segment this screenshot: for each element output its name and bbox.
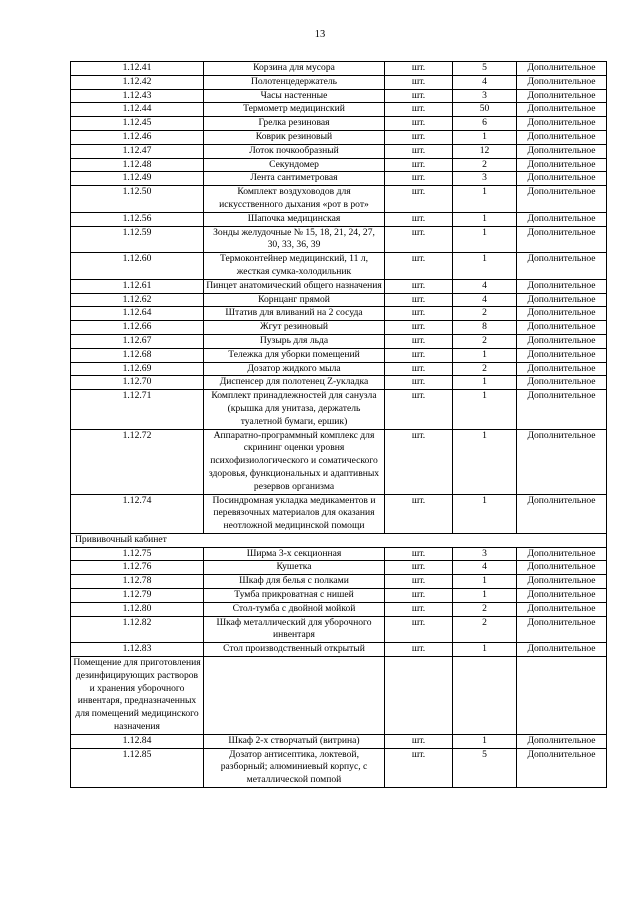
item-category: Дополнительное — [517, 307, 607, 321]
item-code: 1.12.44 — [71, 103, 204, 117]
item-code: 1.12.84 — [71, 734, 204, 748]
table-row — [71, 130, 607, 144]
item-category: Дополнительное — [517, 103, 607, 117]
item-name: Ширма 3-х секционная — [204, 547, 385, 561]
item-name: Термоконтейнер медицинский, 11 л, жесткая сумка-холодильник — [204, 253, 385, 280]
item-name: Термометр медицинский — [204, 103, 385, 117]
table-row — [71, 616, 607, 643]
item-code: 1.12.68 — [71, 348, 204, 362]
table-row — [71, 226, 607, 253]
item-code: 1.12.80 — [71, 602, 204, 616]
table-row — [71, 748, 607, 787]
item-unit: шт. — [385, 748, 453, 787]
item-name: Стол производственный открытый — [204, 643, 385, 657]
item-category: Дополнительное — [517, 253, 607, 280]
item-quantity: 12 — [453, 144, 517, 158]
item-code: 1.12.45 — [71, 117, 204, 131]
item-quantity: 1 — [453, 130, 517, 144]
table-row — [71, 172, 607, 186]
item-category: Дополнительное — [517, 75, 607, 89]
item-code: 1.12.42 — [71, 75, 204, 89]
item-code: 1.12.66 — [71, 321, 204, 335]
item-unit: шт. — [385, 362, 453, 376]
table-row — [71, 547, 607, 561]
item-name: Коврик резиновый — [204, 130, 385, 144]
item-unit: шт. — [385, 334, 453, 348]
item-name: Комплект воздуховодов для искусственного дыхания «рот в рот» — [204, 186, 385, 213]
item-category: Дополнительное — [517, 212, 607, 226]
empty-cell — [385, 657, 453, 735]
table-row — [71, 494, 607, 533]
table-row — [71, 561, 607, 575]
item-unit: шт. — [385, 643, 453, 657]
item-name: Диспенсер для полотенец Z-укладка — [204, 376, 385, 390]
item-code: 1.12.48 — [71, 158, 204, 172]
item-category: Дополнительное — [517, 279, 607, 293]
item-unit: шт. — [385, 89, 453, 103]
item-code: 1.12.82 — [71, 616, 204, 643]
item-category: Дополнительное — [517, 494, 607, 533]
item-name: Тумба прикроватная с нишей — [204, 589, 385, 603]
equipment-table — [70, 61, 607, 788]
table-row — [71, 575, 607, 589]
table-row — [71, 253, 607, 280]
item-unit: шт. — [385, 494, 453, 533]
item-category: Дополнительное — [517, 321, 607, 335]
item-code: 1.12.83 — [71, 643, 204, 657]
item-code: 1.12.74 — [71, 494, 204, 533]
item-quantity: 5 — [453, 748, 517, 787]
item-name: Лента сантиметровая — [204, 172, 385, 186]
item-code: 1.12.49 — [71, 172, 204, 186]
item-name: Секундомер — [204, 158, 385, 172]
item-category: Дополнительное — [517, 547, 607, 561]
table-row — [71, 321, 607, 335]
item-category: Дополнительное — [517, 734, 607, 748]
item-quantity: 4 — [453, 75, 517, 89]
item-category: Дополнительное — [517, 376, 607, 390]
item-quantity: 8 — [453, 321, 517, 335]
item-unit: шт. — [385, 734, 453, 748]
item-unit: шт. — [385, 575, 453, 589]
item-quantity: 1 — [453, 212, 517, 226]
item-code: 1.12.61 — [71, 279, 204, 293]
item-unit: шт. — [385, 103, 453, 117]
item-category: Дополнительное — [517, 130, 607, 144]
item-category: Дополнительное — [517, 362, 607, 376]
table-row — [71, 144, 607, 158]
table-row — [71, 117, 607, 131]
item-category: Дополнительное — [517, 62, 607, 76]
item-category: Дополнительное — [517, 616, 607, 643]
item-code: 1.12.47 — [71, 144, 204, 158]
item-code: 1.12.72 — [71, 429, 204, 494]
item-name: Стол-тумба с двойной мойкой — [204, 602, 385, 616]
item-code: 1.12.78 — [71, 575, 204, 589]
section-title: Прививочный кабинет — [71, 533, 607, 547]
item-code: 1.12.76 — [71, 561, 204, 575]
item-category: Дополнительное — [517, 334, 607, 348]
item-unit: шт. — [385, 186, 453, 213]
item-unit: шт. — [385, 390, 453, 429]
item-unit: шт. — [385, 321, 453, 335]
item-quantity: 1 — [453, 575, 517, 589]
table-row — [71, 334, 607, 348]
item-category: Дополнительное — [517, 186, 607, 213]
table-row — [71, 75, 607, 89]
table-row — [71, 734, 607, 748]
item-category: Дополнительное — [517, 602, 607, 616]
item-category: Дополнительное — [517, 561, 607, 575]
item-unit: шт. — [385, 307, 453, 321]
item-code: 1.12.46 — [71, 130, 204, 144]
table-row — [71, 103, 607, 117]
section-row — [71, 533, 607, 547]
item-quantity: 1 — [453, 186, 517, 213]
item-quantity: 1 — [453, 348, 517, 362]
item-unit: шт. — [385, 212, 453, 226]
item-code: 1.12.75 — [71, 547, 204, 561]
table-row — [71, 602, 607, 616]
table-row — [71, 390, 607, 429]
table-row — [71, 376, 607, 390]
item-unit: шт. — [385, 226, 453, 253]
item-code: 1.12.69 — [71, 362, 204, 376]
table-row — [71, 348, 607, 362]
item-name: Аппаратно-программный комплекс для скрининг оценки уровня психофизиологического и соматического здоровья, функциональных и адаптивных резервов организма — [204, 429, 385, 494]
item-quantity: 4 — [453, 561, 517, 575]
item-quantity: 1 — [453, 253, 517, 280]
item-name: Комплект принадлежностей для санузла (крышка для унитаза, держатель туалетной бумаги, ершик) — [204, 390, 385, 429]
table-row — [71, 279, 607, 293]
item-code: 1.12.85 — [71, 748, 204, 787]
item-unit: шт. — [385, 158, 453, 172]
item-quantity: 1 — [453, 376, 517, 390]
item-name: Шкаф металлический для уборочного инвентаря — [204, 616, 385, 643]
item-category: Дополнительное — [517, 575, 607, 589]
item-name: Грелка резиновая — [204, 117, 385, 131]
item-category: Дополнительное — [517, 643, 607, 657]
item-code: 1.12.60 — [71, 253, 204, 280]
item-code: 1.12.62 — [71, 293, 204, 307]
item-unit: шт. — [385, 293, 453, 307]
empty-cell — [204, 657, 385, 735]
item-name: Зонды желудочные № 15, 18, 21, 24, 27, 30, 33, 36, 39 — [204, 226, 385, 253]
item-name: Штатив для вливаний на 2 сосуда — [204, 307, 385, 321]
item-unit: шт. — [385, 62, 453, 76]
item-quantity: 2 — [453, 158, 517, 172]
item-category: Дополнительное — [517, 589, 607, 603]
table-row — [71, 212, 607, 226]
item-code: 1.12.79 — [71, 589, 204, 603]
item-quantity: 50 — [453, 103, 517, 117]
item-quantity: 3 — [453, 172, 517, 186]
item-name: Тележка для уборки помещений — [204, 348, 385, 362]
table-row — [71, 293, 607, 307]
item-unit: шт. — [385, 602, 453, 616]
empty-cell — [453, 657, 517, 735]
item-name: Часы настенные — [204, 89, 385, 103]
table-row — [71, 643, 607, 657]
item-category: Дополнительное — [517, 226, 607, 253]
item-unit: шт. — [385, 279, 453, 293]
item-quantity: 1 — [453, 494, 517, 533]
item-code: 1.12.56 — [71, 212, 204, 226]
item-category: Дополнительное — [517, 748, 607, 787]
item-unit: шт. — [385, 561, 453, 575]
item-name: Лоток почкообразный — [204, 144, 385, 158]
item-category: Дополнительное — [517, 172, 607, 186]
item-quantity: 2 — [453, 616, 517, 643]
item-category: Дополнительное — [517, 390, 607, 429]
item-quantity: 1 — [453, 429, 517, 494]
item-quantity: 6 — [453, 117, 517, 131]
item-name: Корзина для мусора — [204, 62, 385, 76]
table-row — [71, 429, 607, 494]
empty-cell — [517, 657, 607, 735]
item-quantity: 2 — [453, 602, 517, 616]
item-quantity: 4 — [453, 293, 517, 307]
item-unit: шт. — [385, 616, 453, 643]
item-category: Дополнительное — [517, 144, 607, 158]
item-quantity: 1 — [453, 643, 517, 657]
item-code: 1.12.50 — [71, 186, 204, 213]
table-row — [71, 307, 607, 321]
item-category: Дополнительное — [517, 293, 607, 307]
item-code: 1.12.70 — [71, 376, 204, 390]
equipment-table-body — [71, 62, 607, 788]
item-category: Дополнительное — [517, 117, 607, 131]
item-name: Пинцет анатомический общего назначения — [204, 279, 385, 293]
item-unit: шт. — [385, 376, 453, 390]
table-row — [71, 62, 607, 76]
item-unit: шт. — [385, 130, 453, 144]
table-row — [71, 589, 607, 603]
item-category: Дополнительное — [517, 158, 607, 172]
item-code: 1.12.71 — [71, 390, 204, 429]
item-code: 1.12.64 — [71, 307, 204, 321]
item-quantity: 3 — [453, 89, 517, 103]
item-unit: шт. — [385, 253, 453, 280]
item-name: Шкаф 2-х створчатый (витрина) — [204, 734, 385, 748]
room-row — [71, 657, 607, 735]
item-name: Посиндромная укладка медикаментов и перевязочных материалов для оказания неотложной медицинской помощи — [204, 494, 385, 533]
item-category: Дополнительное — [517, 89, 607, 103]
item-category: Дополнительное — [517, 348, 607, 362]
item-unit: шт. — [385, 75, 453, 89]
item-unit: шт. — [385, 348, 453, 362]
item-name: Корнцанг прямой — [204, 293, 385, 307]
item-code: 1.12.59 — [71, 226, 204, 253]
item-quantity: 2 — [453, 362, 517, 376]
page-number: 13 — [314, 29, 326, 40]
item-code: 1.12.41 — [71, 62, 204, 76]
item-name: Полотенцедержатель — [204, 75, 385, 89]
item-unit: шт. — [385, 589, 453, 603]
room-title: Помещение для приготовления дезинфицирующих растворов и хранения уборочного инвентаря, предназначенных для помещений медицинского назначения — [71, 657, 204, 735]
item-quantity: 2 — [453, 307, 517, 321]
item-quantity: 2 — [453, 334, 517, 348]
item-quantity: 3 — [453, 547, 517, 561]
item-name: Дозатор антисептика, локтевой, разборный; алюминиевый корпус, с металлической помпой — [204, 748, 385, 787]
item-name: Шкаф для белья с полками — [204, 575, 385, 589]
item-unit: шт. — [385, 117, 453, 131]
item-name: Кушетка — [204, 561, 385, 575]
item-code: 1.12.67 — [71, 334, 204, 348]
item-quantity: 1 — [453, 390, 517, 429]
table-row — [71, 186, 607, 213]
item-quantity: 1 — [453, 734, 517, 748]
item-quantity: 4 — [453, 279, 517, 293]
item-unit: шт. — [385, 144, 453, 158]
item-name: Жгут резиновый — [204, 321, 385, 335]
item-code: 1.12.43 — [71, 89, 204, 103]
item-name: Шапочка медицинская — [204, 212, 385, 226]
item-quantity: 1 — [453, 226, 517, 253]
item-quantity: 1 — [453, 589, 517, 603]
table-row — [71, 362, 607, 376]
table-row — [71, 89, 607, 103]
item-unit: шт. — [385, 429, 453, 494]
item-unit: шт. — [385, 547, 453, 561]
item-quantity: 5 — [453, 62, 517, 76]
item-unit: шт. — [385, 172, 453, 186]
item-name: Пузырь для льда — [204, 334, 385, 348]
table-row — [71, 158, 607, 172]
item-category: Дополнительное — [517, 429, 607, 494]
item-name: Дозатор жидкого мыла — [204, 362, 385, 376]
